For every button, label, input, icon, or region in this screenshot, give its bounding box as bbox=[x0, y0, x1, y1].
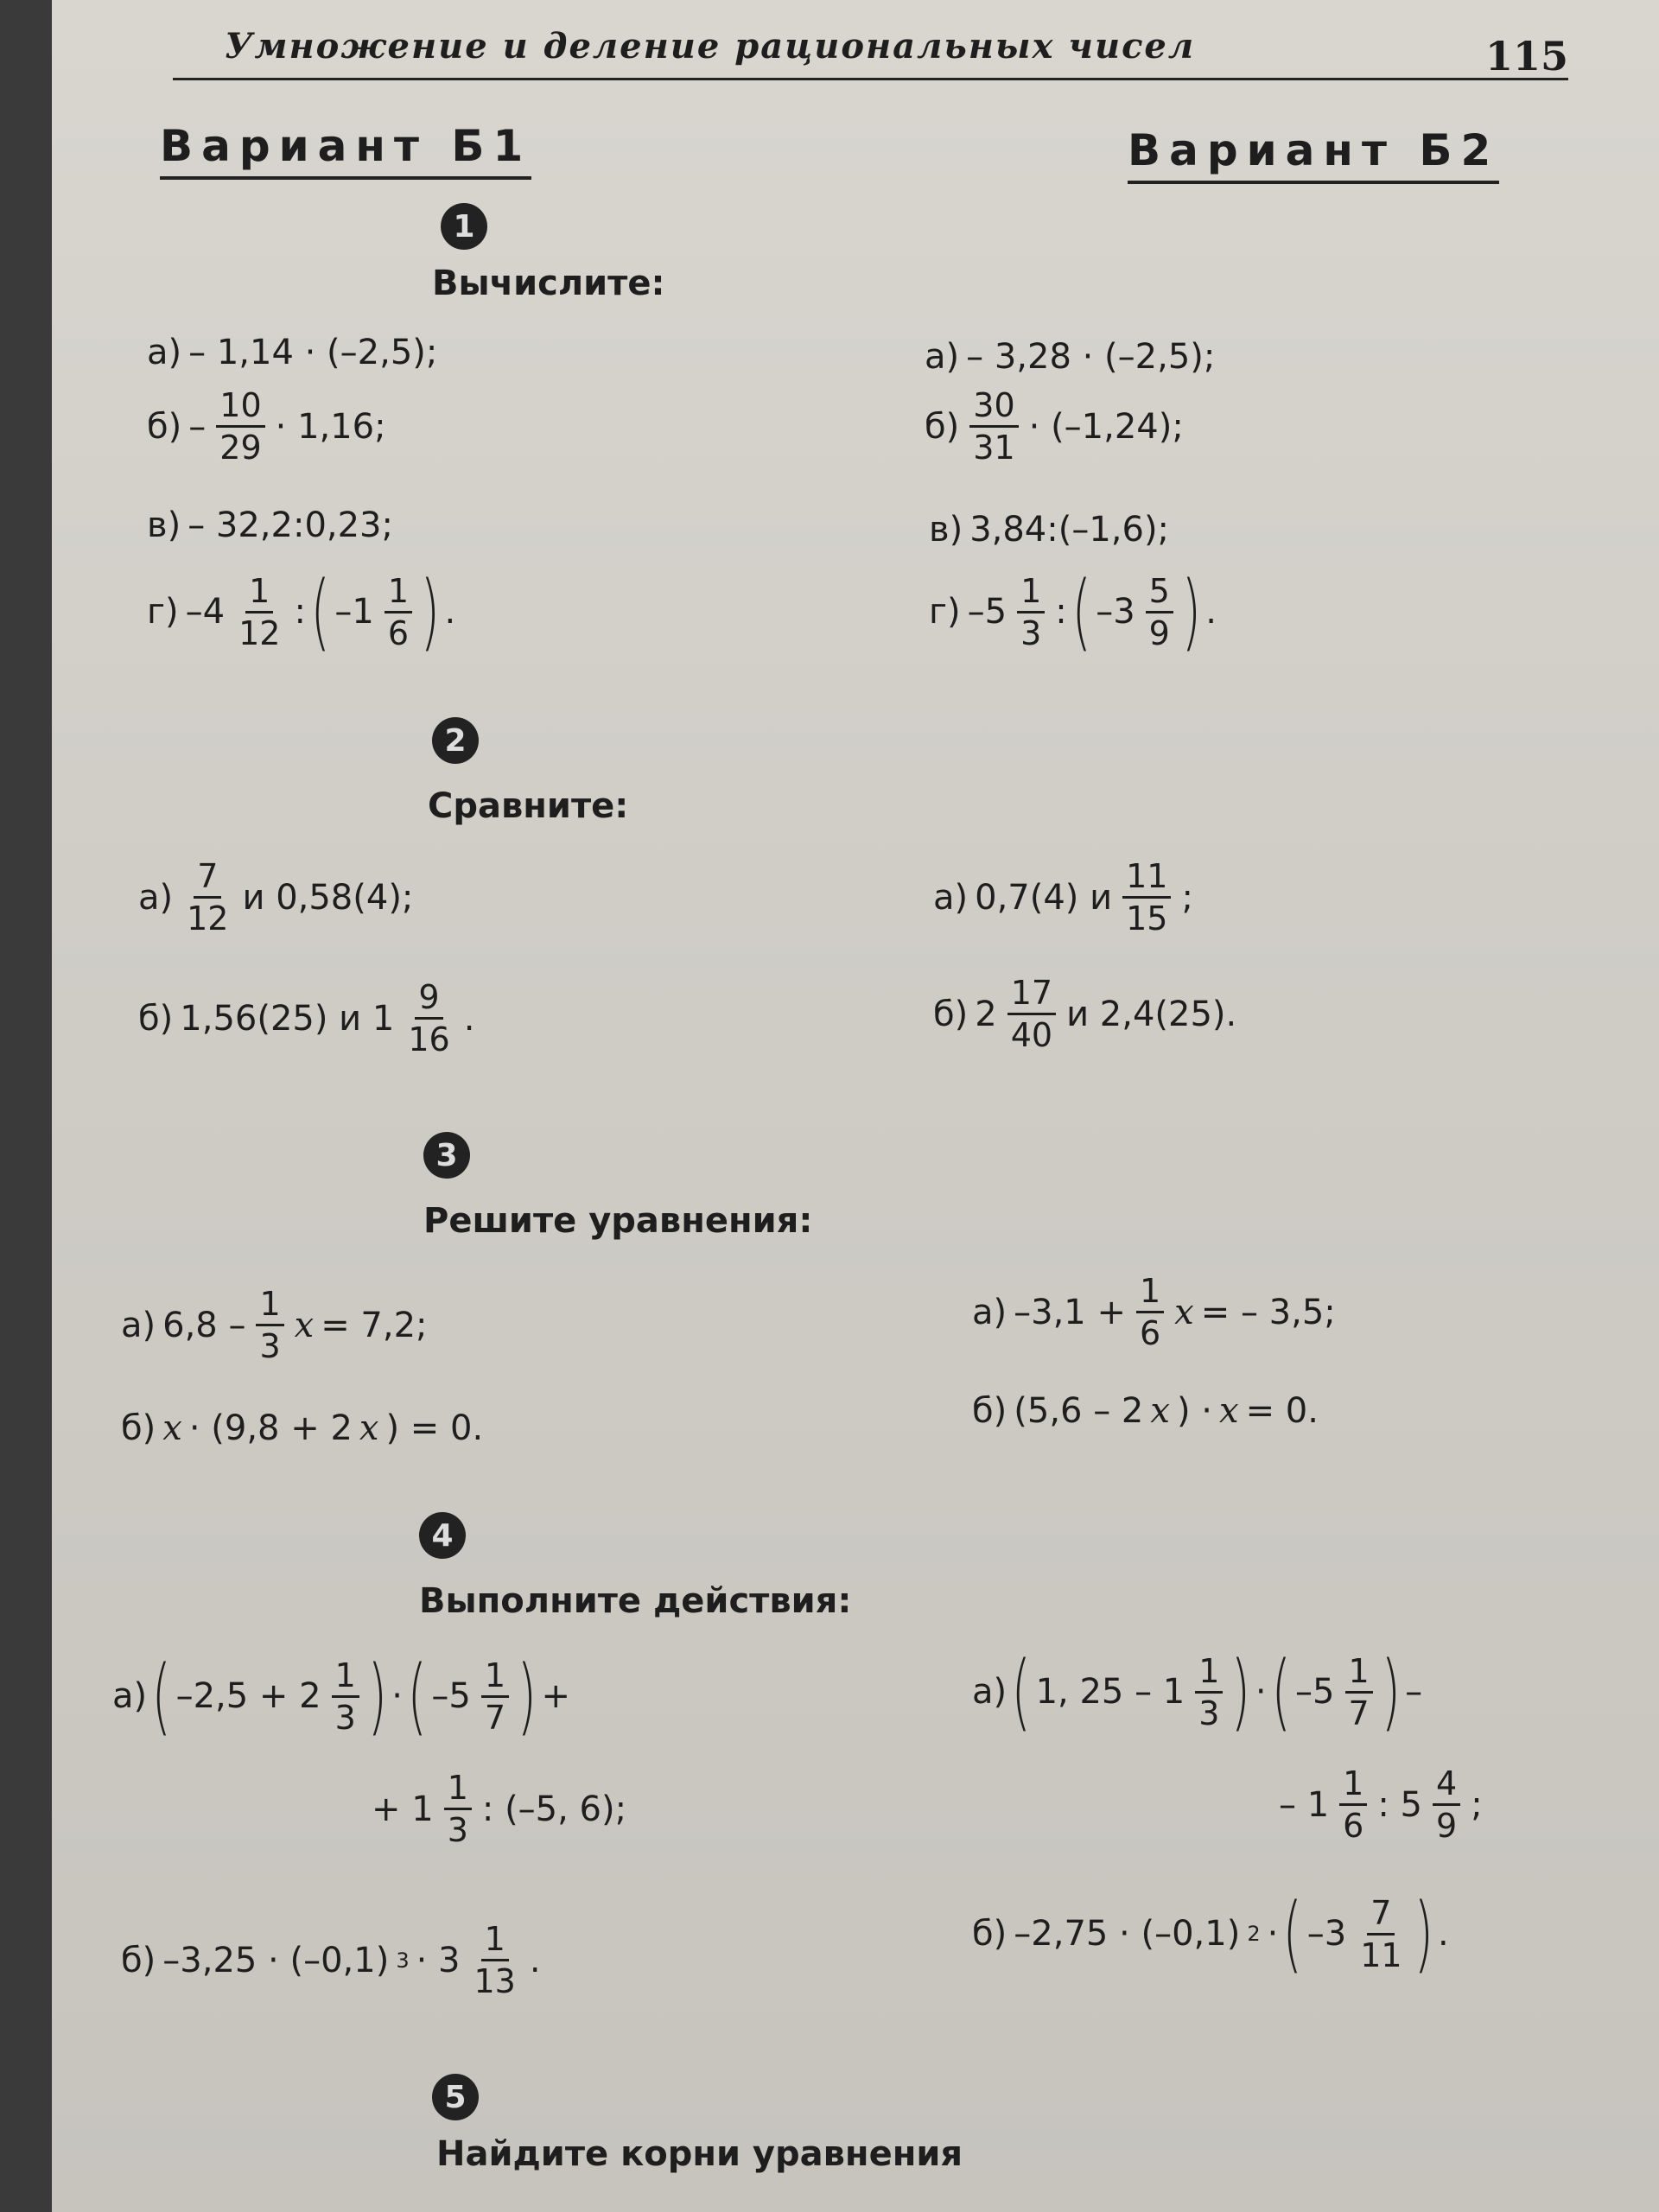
task-3-heading: Решите уравнения: bbox=[423, 1201, 813, 1241]
task-4-left-b: б) –3,25 · (–0,1) 3 · 3 $\frac{1}{13}$ . bbox=[121, 1920, 541, 2000]
task-3-number: 3 bbox=[423, 1132, 470, 1179]
task-2-right-b: б) 2 $\frac{17}{40}$ и 2,4(25). bbox=[933, 974, 1237, 1054]
textbook-page bbox=[52, 0, 1659, 2212]
task-4-heading: Выполните действия: bbox=[419, 1581, 852, 1621]
task-4-left-a-line1: а) ( –2,5 + 2 $\frac{1}{3}$ ) · ( –5 $\frac{1}{7}$ ) + bbox=[112, 1648, 571, 1745]
variant-b1-title: Вариант Б1 bbox=[160, 121, 531, 180]
task-3-right-b: б) (5,6 – 2 x ) · x = 0. bbox=[972, 1391, 1319, 1431]
chapter-title: Умножение и деление рациональных чисел bbox=[225, 26, 1196, 67]
task-1-right-g: г) –5 $\frac{1}{3}$ : ( –3 $\frac{5}{9}$ ) . bbox=[929, 563, 1217, 660]
task-4-right-a-line2: – 1 $\frac{1}{6}$ : 5 $\frac{4}{9}$ ; bbox=[1279, 1764, 1483, 1845]
page-header bbox=[173, 26, 1568, 80]
task-5-number: 5 bbox=[432, 2074, 479, 2120]
task-2-number: 2 bbox=[432, 717, 479, 764]
task-3-left-a: а) 6,8 – $\frac{1}{3}$ x = 7,2; bbox=[121, 1285, 428, 1365]
task-2-heading: Сравните: bbox=[428, 786, 629, 826]
task-2-left-b: б) 1,56(25) и 1 $\frac{9}{16}$ . bbox=[138, 978, 475, 1058]
task-4-left-a-line2: + 1 $\frac{1}{3}$ : (–5, 6); bbox=[372, 1769, 627, 1849]
task-3-left-b: б) x · (9,8 + 2 x ) = 0. bbox=[121, 1408, 484, 1448]
task-4-right-a-line1: а) ( 1, 25 – 1 $\frac{1}{3}$ ) · ( –5 $\frac{1}{7}$ ) – bbox=[972, 1643, 1423, 1740]
task-5-heading: Найдите корни уравнения bbox=[436, 2134, 963, 2174]
task-1-left-b: б) – $\frac{10}{29}$ · 1,16; bbox=[147, 386, 386, 467]
task-4-number: 4 bbox=[419, 1512, 466, 1559]
task-1-right-a: а) – 3,28 · (–2,5); bbox=[925, 337, 1216, 377]
task-1-left-g: г) –4 $\frac{1}{12}$ : ( –1 $\frac{1}{6}$ ) . bbox=[147, 563, 456, 660]
task-4-right-b: б) –2,75 · (–0,1) 2 · ( –3 $\frac{7}{11}$ ) . bbox=[972, 1885, 1449, 1982]
task-1-right-b: б) $\frac{30}{31}$ · (–1,24); bbox=[925, 386, 1184, 467]
task-1-number: 1 bbox=[441, 203, 487, 250]
task-1-right-v: в) 3,84:(–1,6); bbox=[929, 510, 1170, 550]
page-number: 115 bbox=[1484, 33, 1568, 79]
variant-b2-title: Вариант Б2 bbox=[1128, 125, 1499, 184]
task-1-left-a: а) – 1,14 · (–2,5); bbox=[147, 333, 438, 372]
task-2-left-a: а) $\frac{7}{12}$ и 0,58(4); bbox=[138, 857, 414, 938]
task-1-heading: Вычислите: bbox=[432, 264, 665, 303]
task-3-right-a: а) –3,1 + $\frac{1}{6}$ x = – 3,5; bbox=[972, 1272, 1336, 1352]
task-2-right-a: а) 0,7(4) и $\frac{11}{15}$ ; bbox=[933, 857, 1193, 938]
task-1-left-v: в) – 32,2:0,23; bbox=[147, 505, 393, 545]
